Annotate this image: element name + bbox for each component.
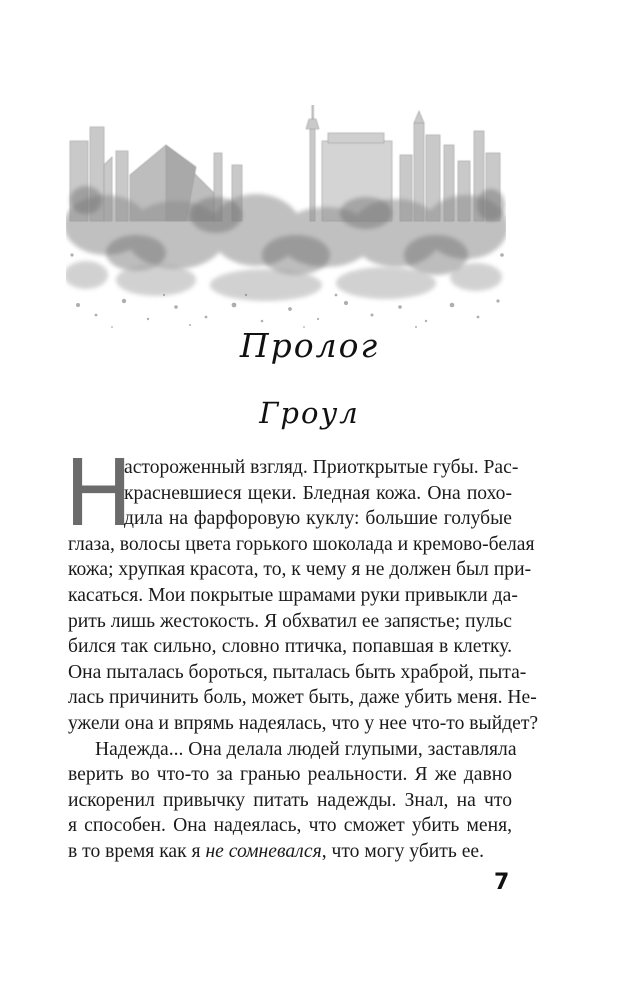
- text-segment: , что могу убить ее.: [321, 840, 484, 862]
- text-segment: в то время как я: [68, 840, 206, 862]
- text-line: астороженный взгляд. Приоткрытые губы. Рас-: [124, 457, 519, 478]
- text-line: касаться. Мои покрытые шрамами руки привыкли да-: [68, 584, 518, 606]
- chapter-subtitle: Гроул: [259, 396, 360, 430]
- text-line: красневшиеся щеки. Бледная кожа. Она похо-: [124, 482, 512, 504]
- text-line: глаза, волосы цвета горького шоколада и кремово-белая: [68, 533, 535, 555]
- chapter-title: Пролог: [239, 326, 380, 365]
- text-line: я способен. Она надеялась, что сможет убить меня,: [68, 815, 512, 837]
- text-line: дила на фарфоровую куклу: большие голубые: [124, 508, 512, 530]
- city-skyline-illustration: [66, 105, 506, 330]
- text-line: кожа; хрупкая красота, то, к чему я не должен был при-: [68, 559, 532, 581]
- drop-cap: Н: [64, 440, 134, 547]
- text-line: искоренил привычку питать надежды. Знал, на что: [68, 789, 512, 811]
- text-line: Надежда... Она делала людей глупыми, заставляла: [95, 738, 517, 760]
- body-text: [68, 455, 539, 865]
- text-line-final: [68, 839, 512, 865]
- text-line: ужели она и впрямь надеялась, что у нее что-то выйдет?: [68, 712, 539, 734]
- text-line: лась причинить боль, может быть, даже убить меня. Не-: [68, 687, 537, 709]
- text-line: Она пыталась бороться, пыталась быть храброй, пыта-: [68, 661, 527, 683]
- emphasis-text: не сомневался: [205, 840, 322, 862]
- page-number: 7: [494, 870, 510, 895]
- text-line: рить лишь жестокость. Я обхватил ее запястье; пульс: [68, 610, 512, 632]
- text-line: бился так сильно, словно птичка, попавшая в клетку.: [68, 636, 512, 658]
- text-line: верить во что-то за гранью реальности. Я же давно: [68, 764, 512, 786]
